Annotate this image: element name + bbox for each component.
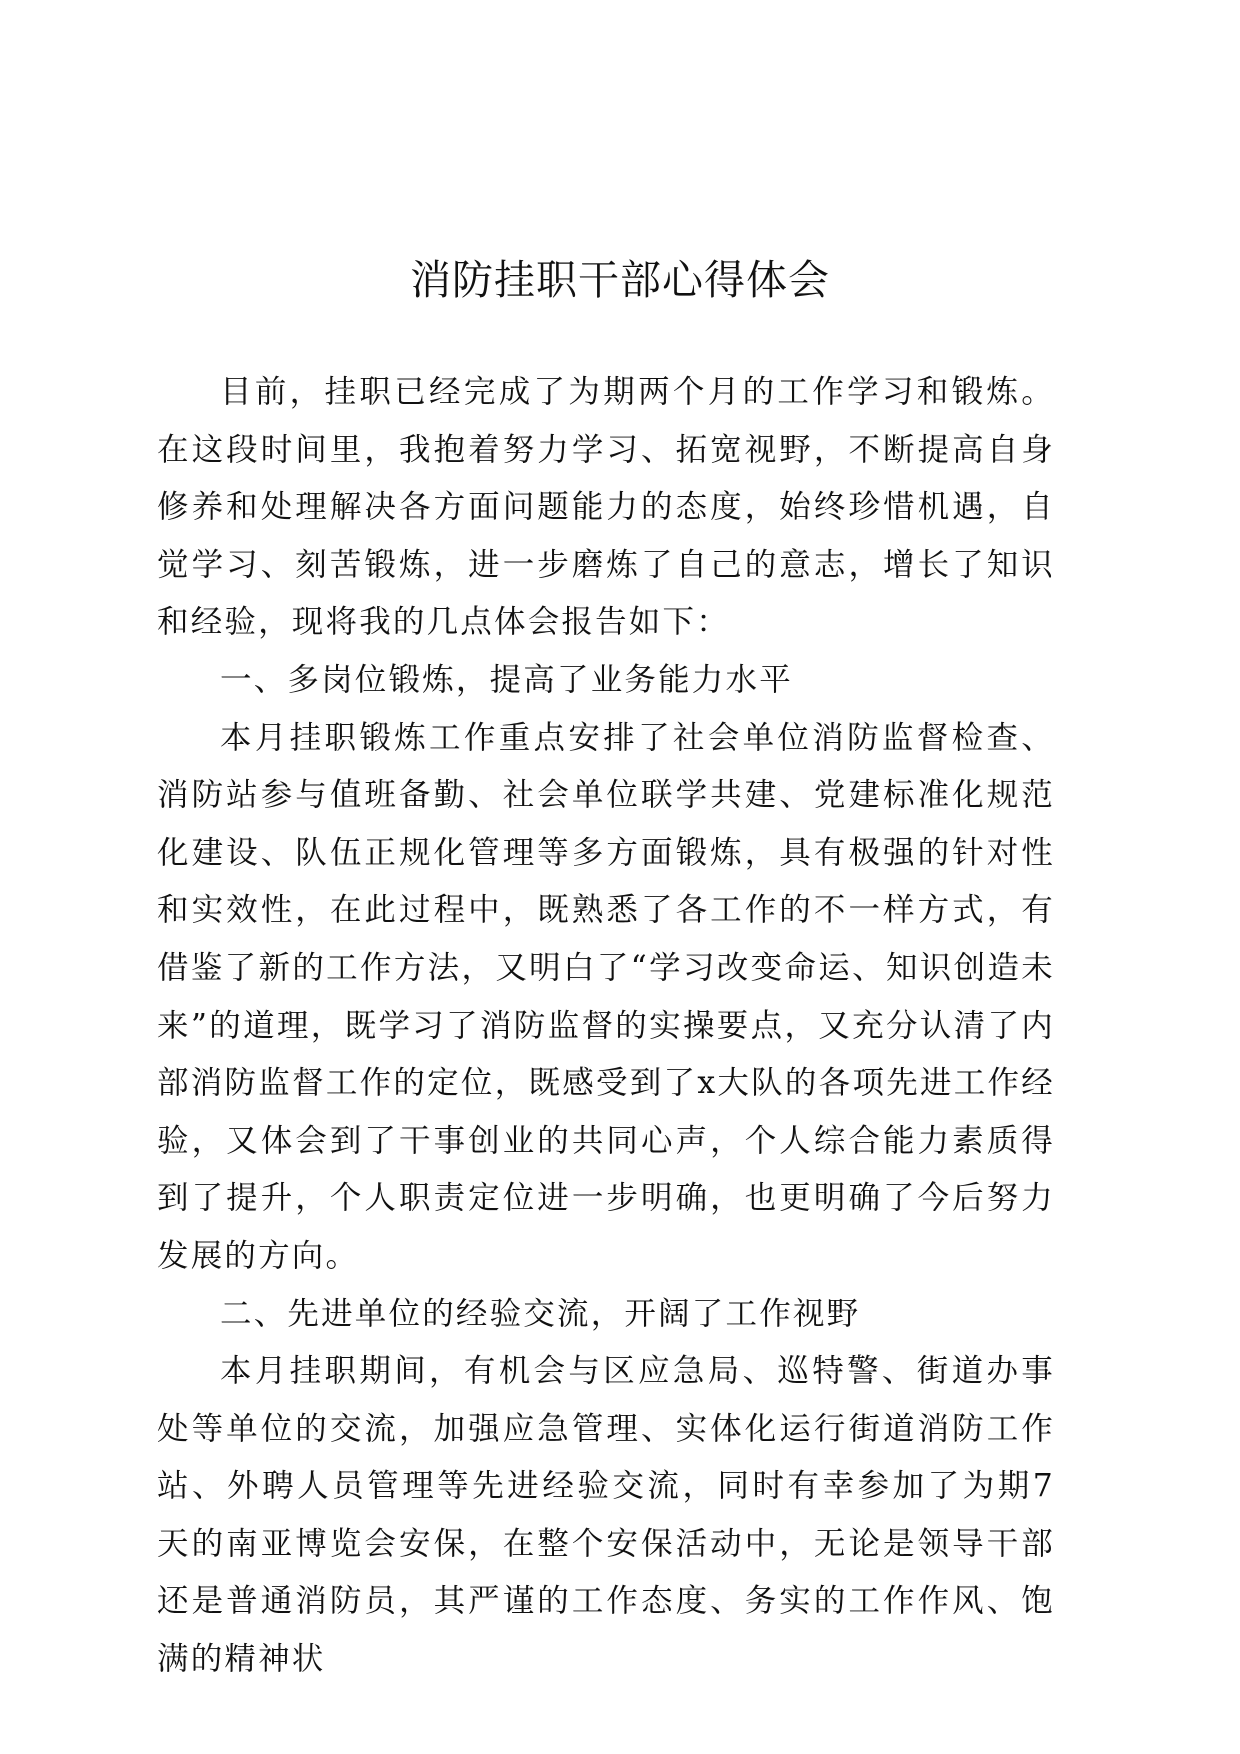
document-title: 消防挂职干部心得体会 (410, 256, 830, 304)
document-body (157, 364, 1055, 1689)
section-heading-2: 二、先进单位的经验交流，开阔了工作视野 (220, 1295, 861, 1332)
section-1-paragraph: 本月挂职锻炼工作重点安排了社会单位消防监督检查、消防站参与值班备勤、社会单位联学共建、党建标准化规范化建设、队伍正规化管理等多方面锻炼，具有极强的针对性和实效性，在此过程中，既熟悉了各工作的不一样方式，有借鉴了新的工作方法，又明白了“学习改变命运、知识创造未来”的道理，既学习了消防监督的实操要点，又充分认清了内部消防监督工作的定位，既感受到了x大队的各项先进工作经验，又体会到了干事创业的共同心声，个人综合能力素质得到了提升，个人职责定位进一步明确，也更明确了今后努力发展的方向。 (157, 719, 1055, 1274)
section-2-paragraph: 本月挂职期间，有机会与区应急局、巡特警、街道办事处等单位的交流，加强应急管理、实体化运行街道消防工作站、外聘人员管理等先进经验交流，同时有幸参加了为期7天的南亚博览会安保，在整个安保活动中，无论是领导干部还是普通消防员，其严谨的工作态度、务实的工作作风、饱满的精神状 (157, 1353, 1055, 1678)
section-heading-1: 一、多岗位锻炼，提高了业务能力水平 (220, 661, 793, 698)
intro-paragraph: 目前，挂职已经完成了为期两个月的工作学习和锻炼。在这段时间里，我抱着努力学习、拓宽视野，不断提高自身修养和处理解决各方面问题能力的态度，始终珍惜机遇，自觉学习、刻苦锻炼，进一步磨炼了自己的意志，增长了知识和经验，现将我的几点体会报告如下： (157, 374, 1055, 641)
